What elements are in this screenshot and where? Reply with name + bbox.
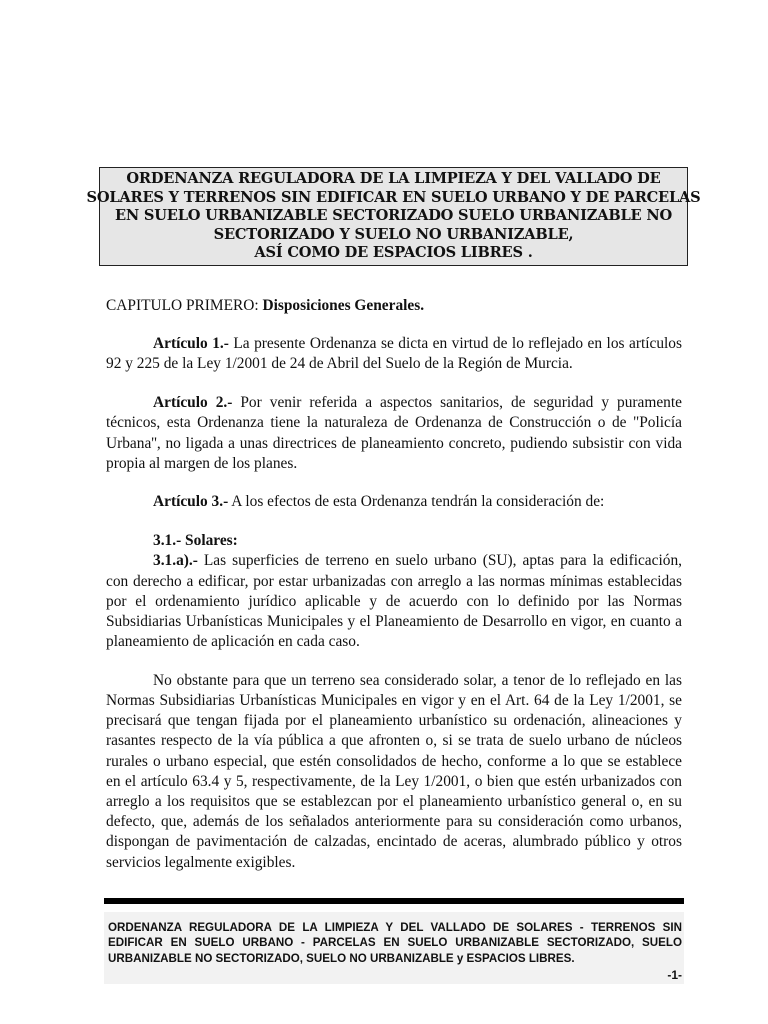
- subsection-3-1-a: [106, 551, 682, 652]
- title-line: ORDENANZA REGULADORA DE LA LIMPIEZA Y DEL VALLADO DE: [126, 170, 661, 188]
- article-1: [106, 334, 682, 374]
- subsection-text: Las superficies de terreno en suelo urbano (SU), aptas para la edificación, con derecho a edificar, por estar urbanizadas con arreglo a las normas mínimas establecidas por el ordenamiento jurídico aplicable y de acuerdo con lo definido por las Normas Subsidiarias Urbanísticas Municipales y el Planeamiento de Desarrollo en vigor, en cuanto a planeamiento de aplicación en cada caso.: [106, 552, 682, 651]
- article-text: La presente Ordenanza se dicta en virtud de lo reflejado en los artículos 92 y 225 de la Ley 1/2001 de 24 de Abril del Suelo de la Región de Murcia.: [106, 335, 682, 373]
- article-2: [106, 393, 682, 474]
- chapter-heading: [106, 296, 682, 316]
- page-number: -1-: [667, 968, 682, 982]
- article-label: Artículo 1.-: [153, 335, 229, 353]
- article-label: Artículo 3.-: [153, 493, 229, 511]
- chapter-prefix: CAPITULO PRIMERO:: [106, 297, 263, 314]
- article-text: A los efectos de esta Ordenanza tendrán la consideración de:: [228, 493, 605, 511]
- title-line: ASÍ COMO DE ESPACIOS LIBRES .: [254, 244, 533, 262]
- chapter-name: Disposiciones Generales.: [262, 297, 425, 314]
- document-body: [106, 296, 682, 873]
- article-text: Por venir referida a aspectos sanitarios, de seguridad y puramente técnicos, esta Ordenanza tiene la naturaleza de Ordenanza de Construcción o de "Policía Urbana'', no ligada a unas directrices de planeamiento concreto, pudiendo subsistir con vida propia al margen de los planes.: [106, 394, 682, 472]
- footer-text: ORDENANZA REGULADORA DE LA LIMPIEZA Y DEL VALLADO DE SOLARES - TERRENOS SIN EDIFICAR EN SUELO URBANO - PARCELAS EN SUELO URBANIZABLE SECTORIZADO, SUELO URBANIZABLE NO SECTORIZADO, SUELO NO URBANIZABLE y ESPACIOS LIBRES.: [108, 921, 682, 965]
- section-heading: 3.1.- Solares:: [153, 532, 238, 550]
- article-label: Artículo 2.-: [153, 394, 233, 412]
- title-line: SECTORIZADO Y SUELO NO URBANIZABLE,: [213, 225, 574, 243]
- document-title-box: [86, 167, 701, 266]
- footer-divider: [104, 898, 684, 904]
- solar-paragraph: No obstante para que un terreno sea considerado solar, a tenor de lo reflejado en las Normas Subsidiarias Urbanísticas Municipales en vigor y en el Art. 64 de la Ley 1/2001, se precisará que tengan fijada por el planeamiento urbanístico su ordenación, alineaciones y rasantes respecto de la vía pública a que afronten o, si se trata de suelo urbano de núcleos rurales o urbano especial, que estén consolidados de hecho, conforme a lo que se establece en el artículo 63.4 y 5, respectivamente, de la Ley 1/2001, o bien que estén urbanizados con arreglo a los requisitos que se establezcan por el planeamiento urbanístico general o, en su defecto, que, además de los señalados anteriormente para su consideración como urbanos, dispongan de pavimentación de calzadas, encintado de aceras, alumbrado público y otros servicios legalmente exigibles.: [106, 671, 682, 871]
- article-3: [106, 492, 682, 512]
- title-line: EN SUELO URBANIZABLE SECTORIZADO SUELO URBANIZABLE NO: [114, 207, 673, 225]
- title-line: SOLARES Y TERRENOS SIN EDIFICAR EN SUELO URBANO Y DE PARCELAS: [86, 188, 701, 206]
- subsection-label: 3.1.a).-: [153, 552, 198, 570]
